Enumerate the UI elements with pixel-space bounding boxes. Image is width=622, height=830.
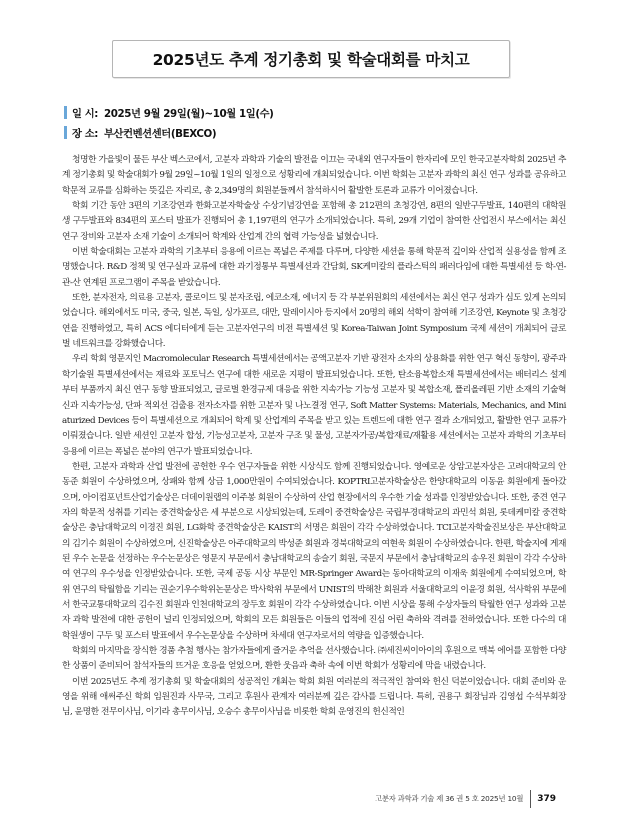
page-footer [0,791,556,807]
body-paragraph: 또한, 분자전자, 의료용 고분자, 콜로이드 및 분자조립, 에코소재, 에너지 등 각 부분위원회의 세션에서는 최신 연구 성과가 심도 있게 논의되었습니다. 해외에서도 미국, 중국, 일본, 독일, 싱가포르, 대만, 말레이시아 등지에서 20명의 해외 석학이 참여해 기조강연, Keynote 및 초청강연을 진행하였고, 특히 ACS 에디터에게 듣는 고분자연구의 비전 특별세션 및 Korea-Taiwan Joint Symposium 국제 세션이 개최되어 글로벌 네트워크를 강화했습니다. [62,293,566,350]
accent-bar [64,126,67,139]
body-paragraph: 이번 2025년도 추계 정기총회 및 학술대회의 성공적인 개최는 학회 회원 여러분의 적극적인 참여와 헌신 덕분이었습니다. 대회 준비와 운영을 위해 애써주신 학회 임원진과 사무국, 그리고 후원사 관계자 여러분께 깊은 감사를 드립니다. 특히, 권용구 회장님과 김영섭 수석부회장님, 윤명한 전무이사님, 이기라 총무이사님, 오승수 총무이사님을 비롯한 학회 운영진의 헌신적인 [62,676,566,718]
body-paragraph: 한편, 고분자 과학과 산업 발전에 공헌한 우수 연구자들을 위한 시상식도 함께 진행되었습니다. 영예로운 상암고분자상은 고려대학교의 안동준 회원이 수상하였으며, 상패와 함께 상금 1,000만원이 수여되었습니다. KOPTRI고분자학술상은 한양대학교의 이동윤 회원에게 돌아갔으며, 아이컴포넌트산업기술상은 더데이원랩의 이주봉 회원이 수상하여 산업 현장에서의 우수한 기술 성과를 인정받았습니다. 또한, 중견 연구자의 학문적 성취를 기리는 중견학술상은 세 부분으로 시상되었는데, 도레이 중견학술상은 국립부경대학교의 과민석 회원, 롯데케미칼 중견학술상은 충남대학교의 이경진 회원, LG화학 중견학술상은 KAIST의 서명은 회원이 각각 수상하였습니다. TCI고분자학술진보상은 부산대학교의 김기수 회원이 수상하였으며, 신진학술상은 아주대학교의 박성준 회원과 경북대학교의 여현욱 회원이 수상하였습니다. 한편, 학술지에 게재된 우수 논문을 선정하는 우수논문상은 영문지 부문에서 충남대학교의 송슬기 회원, 국문지 부문에서 충남대학교의 송우진 회원이 각각 수상하여 연구의 우수성을 인정받았습니다. 또한, 국제 공동 시상 부문인 MR-Springer Award는 동아대학교의 이재욱 회원에게 수여되었으며, 학위 연구의 탁월함을 기리는 권순기우수학위논문상은 박사학위 부문에서 UNIST의 박해찬 회원과 서울대학교의 이윤경 회원, 석사학위 부문에서 한국교통대학교의 김수진 회원과 인천대학교의 장두호 회원이 각각 수상하였습니다. 이번 시상을 통해 수상자들의 탁월한 연구 성과와 고분자 과학 발전에 대한 공헌이 널리 인정되었으며, 학회의 모든 회원들은 이들의 업적에 진심 어린 축하와 격려를 전하였습니다. 또한 다수의 대학원생이 구두 및 포스터 발표에서 우수논문상을 수상하며 차세대 연구자로서의 역량을 입증했습니다. [62,461,566,641]
journal-citation: 고분자 과학과 기술 제 36 권 5 호 2025년 10월 [375,794,524,803]
place-label: 장 소: [72,128,98,140]
meta-date [64,104,273,121]
body-paragraph: 우리 학회 영문지인 Macromolecular Research 특별세션에서는 공액고분자 기반 광전자 소자의 상용화를 위한 연구 혁신 동향이, 광주과학기술원 특별세션에서는 재료와 포토닉스 연구에 대한 새로운 지평이 발표되었습니다. 또한, 탄소융복합소재 특별세션에서는 배터리스 설계부터 부품까지 최신 연구 동향 발표되었고, 글로벌 환경규제 대응을 위한 지속가능 기능성 고분자 및 복합소재, 폴리올레핀 기반 소재의 기술혁신과 지속가능성, 단파 적외선 검출용 전자소자를 위한 고분자 및 나노결정 연구, Soft Matter Systems: Materials, Mechanics, and Miniaturized Devices 등이 특별세션으로 개최되어 학계 및 산업계의 주목을 받고 있는 트렌드에 대한 연구 결과 소개되었고, 활발한 연구 교류가 이뤄졌습니다. 일반 세션인 고분자 합성, 기능성고분자, 고분자 구조 및 물성, 고분자가공/복합재료/재활용 세션에서는 고분자 과학의 기초부터 응용에 이르는 폭넓은 분야의 연구가 발표되었습니다. [62,354,566,457]
body-paragraph: 학회의 마지막을 장식한 경품 추첨 행사는 참가자들에게 즐거운 추억을 선사했습니다. ㈜세진씨이아이의 후원으로 맥북 에어를 포함한 다양한 상품이 준비되어 참석자들의 뜨거운 호응을 얻었으며, 환한 웃음과 축하 속에 이번 학회가 성황리에 막을 내렸습니다. [62,646,566,672]
accent-bar [64,106,67,119]
body-paragraph: 학회 기간 동안 3편의 기조강연과 한화고분자학술상 수상기념강연을 포함해 총 212편의 초청강연, 8편의 일반구두발표, 140편의 대학원생 구두발표와 834편의 포스터 발표가 진행되어 총 1,197편의 연구가 소개되었습니다. 특히, 29개 기업이 참여한 산업전시 부스에서는 최신 연구 장비와 고분자 소재 기술이 소개되어 학계와 산업계 간의 협력 가능성을 넓혔습니다. [62,201,566,242]
body-paragraph: 이번 학술대회는 고분자 과학의 기초부터 응용에 이르는 폭넓은 주제를 다루며, 다양한 세션을 통해 학문적 깊이와 산업적 실용성을 함께 조명했습니다. R&D 정책 및 연구실과 교류에 대한 과기정통부 특별세션과 간담회, SK케미칼의 플라스틱의 패러다임에 대한 특별세션 등 학-연-관-산 연계된 프로그램이 주목을 받았습니다. [62,247,566,288]
place-value: 부산컨벤션센터(BEXCO) [104,128,217,140]
body-paragraph: 청명한 가을빛이 물든 부산 벡스코에서, 고분자 과학과 기술의 발전을 이끄는 국내외 연구자들이 한자리에 모인 한국고분자학회 2025년 추계 정기총회 및 학술대회가 9월 29일~10월 1일의 일정으로 성황리에 개최되었습니다. 이번 학회는 고분자 과학의 최신 연구 성과를 공유하고 학문적 교류를 심화하는 뜻깊은 자리로, 총 2,349명의 회원분들께서 참석하시어 활발한 토론과 교류가 이어졌습니다. [62,155,566,196]
date-value: 2025년 9월 29일(월)~10월 1일(수) [104,108,274,120]
article-body [62,153,566,721]
footer-divider [530,790,531,808]
article-title: 2025년도 추계 정기총회 및 학술대회를 마치고 [152,51,470,69]
meta-place [64,124,216,141]
article-title-box [112,40,510,78]
page-number: 379 [537,794,556,804]
date-label: 일 시: [72,108,98,120]
